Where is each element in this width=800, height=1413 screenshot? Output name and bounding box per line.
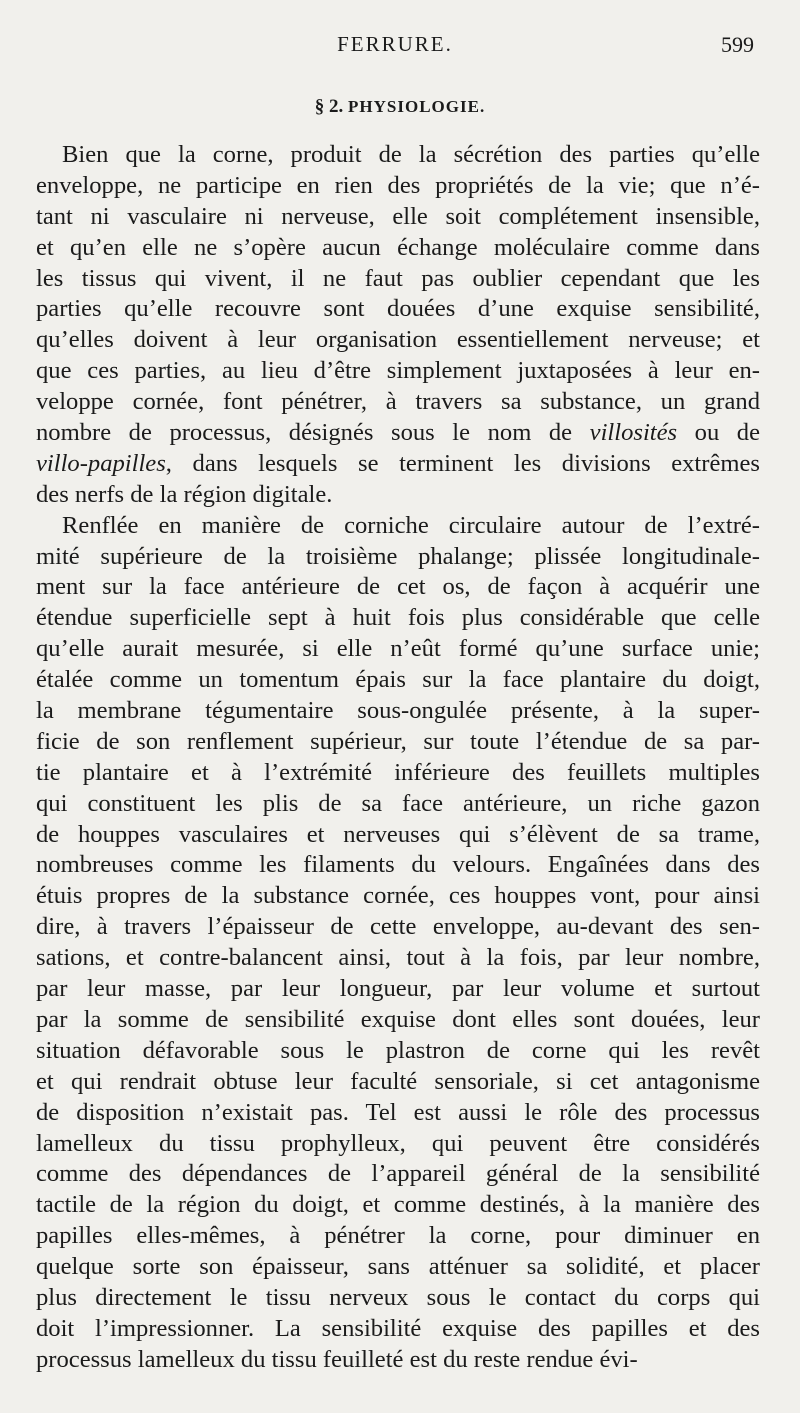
section-title: PHYSIOLOGIE. bbox=[348, 97, 486, 116]
text-line: processus lamelleux du tissu feuilleté est du reste rendue évi- bbox=[36, 1345, 638, 1373]
text-line: comme des dépendances de l’appareil général de la sensibilité bbox=[36, 1160, 760, 1188]
text-line: ficie de son renflement supérieur, sur toute l’étendue de sa par- bbox=[36, 727, 760, 755]
text-line: plus directement le tissu nerveux sous le contact du corps qui bbox=[36, 1283, 760, 1311]
text-line: ment sur la face antérieure de cet os, de façon à acquérir une bbox=[36, 573, 760, 601]
text-line: doit l’impressionner. La sensibilité exquise des papilles et des bbox=[36, 1314, 760, 1342]
text-line: de disposition n’existait pas. Tel est aussi le rôle des processus bbox=[36, 1098, 760, 1126]
text-line: situation défavorable sous le plastron de corne qui les revêt bbox=[36, 1036, 760, 1064]
paragraph bbox=[36, 511, 760, 1376]
running-header bbox=[36, 32, 754, 62]
text-line: veloppe cornée, font pénétrer, à travers sa substance, un grand bbox=[36, 388, 760, 416]
text-line: étuis propres de la substance cornée, ces houppes vont, pour ainsi bbox=[36, 882, 760, 910]
text-line: sations, et contre-balancent ainsi, tout à la fois, par leur nombre, bbox=[36, 944, 760, 972]
text-line: nombreuses comme les filaments du velours. Engaînées dans des bbox=[36, 851, 760, 879]
text-line: des nerfs de la région digitale. bbox=[36, 480, 333, 508]
text-line: tactile de la région du doigt, et comme destinés, à la manière des bbox=[36, 1191, 760, 1219]
section-number: § 2. bbox=[314, 96, 344, 117]
text-line: étendue superficielle sept à huit fois plus considérable que celle bbox=[36, 604, 760, 632]
text-line: qu’elle aurait mesurée, si elle n’eût formé qu’une surface unie; bbox=[36, 635, 760, 663]
text-line: que ces parties, au lieu d’être simplement juxtaposées à leur en- bbox=[36, 357, 760, 385]
text-line: par leur masse, par leur longueur, par leur volume et surtout bbox=[36, 975, 760, 1003]
text-line: la membrane tégumentaire sous-ongulée présente, à la super- bbox=[36, 697, 760, 725]
section-heading bbox=[0, 96, 800, 118]
body-text bbox=[36, 140, 760, 1376]
text-line: quelque sorte son épaisseur, sans atténuer sa solidité, et placer bbox=[36, 1253, 760, 1281]
text-line: Bien que la corne, produit de la sécrétion des parties qu’elle bbox=[62, 141, 760, 168]
running-title: FERRURE. bbox=[337, 32, 453, 56]
text-line: mité supérieure de la troisième phalange; plissée longitudinale- bbox=[36, 542, 760, 570]
text-line: nombre de processus, désignés sous le nom de villosités ou de bbox=[36, 419, 761, 447]
text-line: enveloppe, ne participe en rien des propriétés de la vie; que n’é- bbox=[36, 171, 760, 199]
text-line: qui constituent les plis de sa face antérieure, un riche gazon bbox=[36, 789, 760, 817]
text-line: Renflée en manière de corniche circulaire autour de l’extré- bbox=[62, 511, 760, 539]
text-line: étalée comme un tomentum épais sur la face plantaire du doigt, bbox=[36, 666, 760, 694]
text-line: parties qu’elle recouvre sont douées d’une exquise sensibilité, bbox=[36, 295, 760, 323]
text-line: villo-papilles, dans lesquels se terminent les divisions extrêmes bbox=[36, 449, 760, 477]
text-line: lamelleux du tissu prophylleux, qui peuvent être considérés bbox=[36, 1129, 760, 1157]
text-line: dire, à travers l’épaisseur de cette enveloppe, au-devant des sen- bbox=[36, 913, 760, 941]
text-line: papilles elles-mêmes, à pénétrer la corne, pour diminuer en bbox=[36, 1222, 760, 1250]
text-line: et qui rendrait obtuse leur faculté sensoriale, si cet antagonisme bbox=[36, 1067, 760, 1095]
text-line: tie plantaire et à l’extrémité inférieure des feuillets multiples bbox=[36, 758, 760, 786]
text-line: les tissus qui vivent, il ne faut pas oublier cependant que les bbox=[36, 264, 760, 292]
text-line: par la somme de sensibilité exquise dont elles sont douées, leur bbox=[36, 1005, 760, 1033]
page-number: 599 bbox=[721, 32, 754, 57]
paragraph bbox=[36, 140, 760, 511]
text-line: tant ni vasculaire ni nerveuse, elle soit complétement insensible, bbox=[36, 202, 760, 230]
text-line: de houppes vasculaires et nerveuses qui s’élèvent de sa trame, bbox=[36, 820, 760, 848]
text-line: et qu’en elle ne s’opère aucun échange moléculaire comme dans bbox=[36, 233, 760, 261]
text-line: qu’elles doivent à leur organisation essentiellement nerveuse; et bbox=[36, 326, 760, 354]
